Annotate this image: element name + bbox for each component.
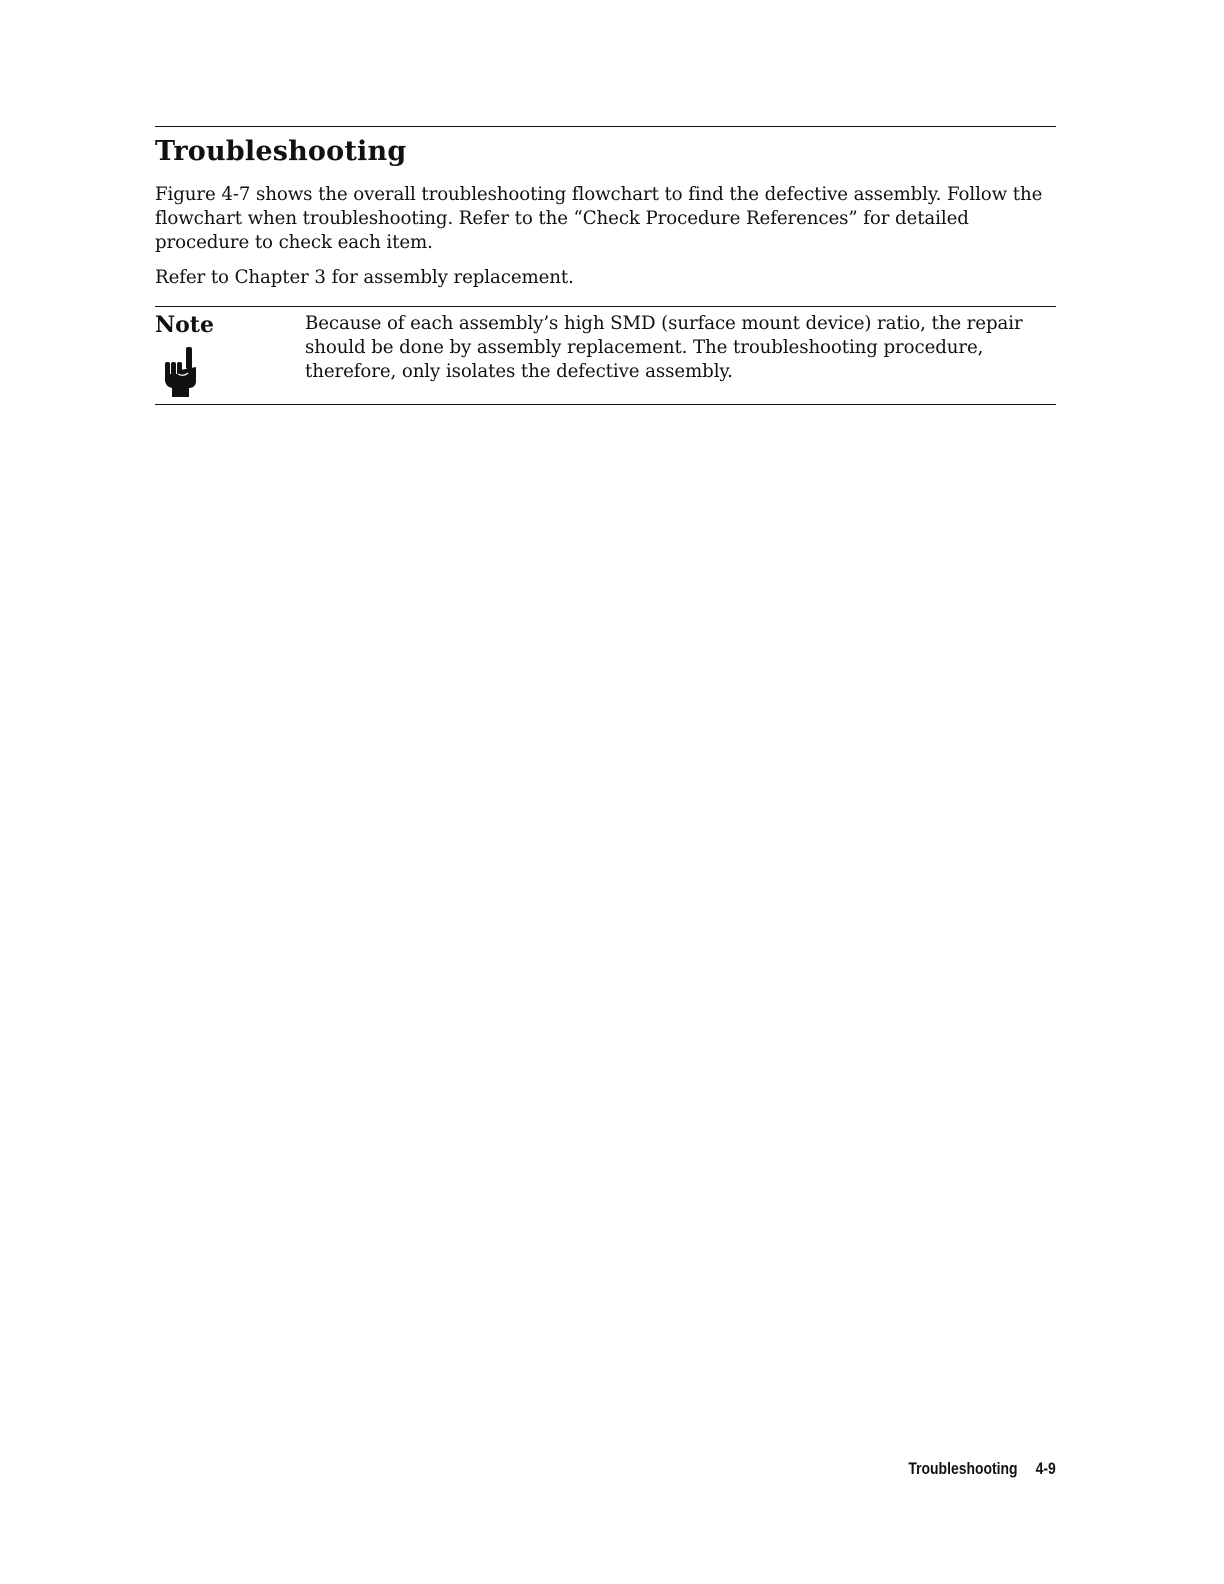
footer-chapter-title: Troubleshooting: [908, 1459, 1018, 1478]
top-rule: [155, 126, 1056, 127]
replacement-paragraph: Refer to Chapter 3 for assembly replacement.: [155, 267, 574, 288]
footer-page-number: 4-9: [1035, 1459, 1056, 1478]
note-box: [155, 306, 1056, 405]
pointing-hand-icon: [164, 347, 198, 397]
page-content: [155, 126, 1056, 405]
section-title: Troubleshooting: [155, 136, 407, 167]
page-footer: [909, 1458, 1056, 1480]
intro-paragraph: Figure 4-7 shows the overall troubleshooting flowchart to find the defective assembly. Follow the flowchart when troubleshooting. Refer to the “Check Procedure References” for detailed procedure to check each item.: [155, 184, 1043, 253]
note-text: Because of each assembly’s high SMD (surface mount device) ratio, the repair should be done by assembly replacement. The troubleshooting procedure, therefore, only isolates the defective assembly.: [305, 313, 1023, 382]
note-label: Note: [155, 312, 214, 338]
